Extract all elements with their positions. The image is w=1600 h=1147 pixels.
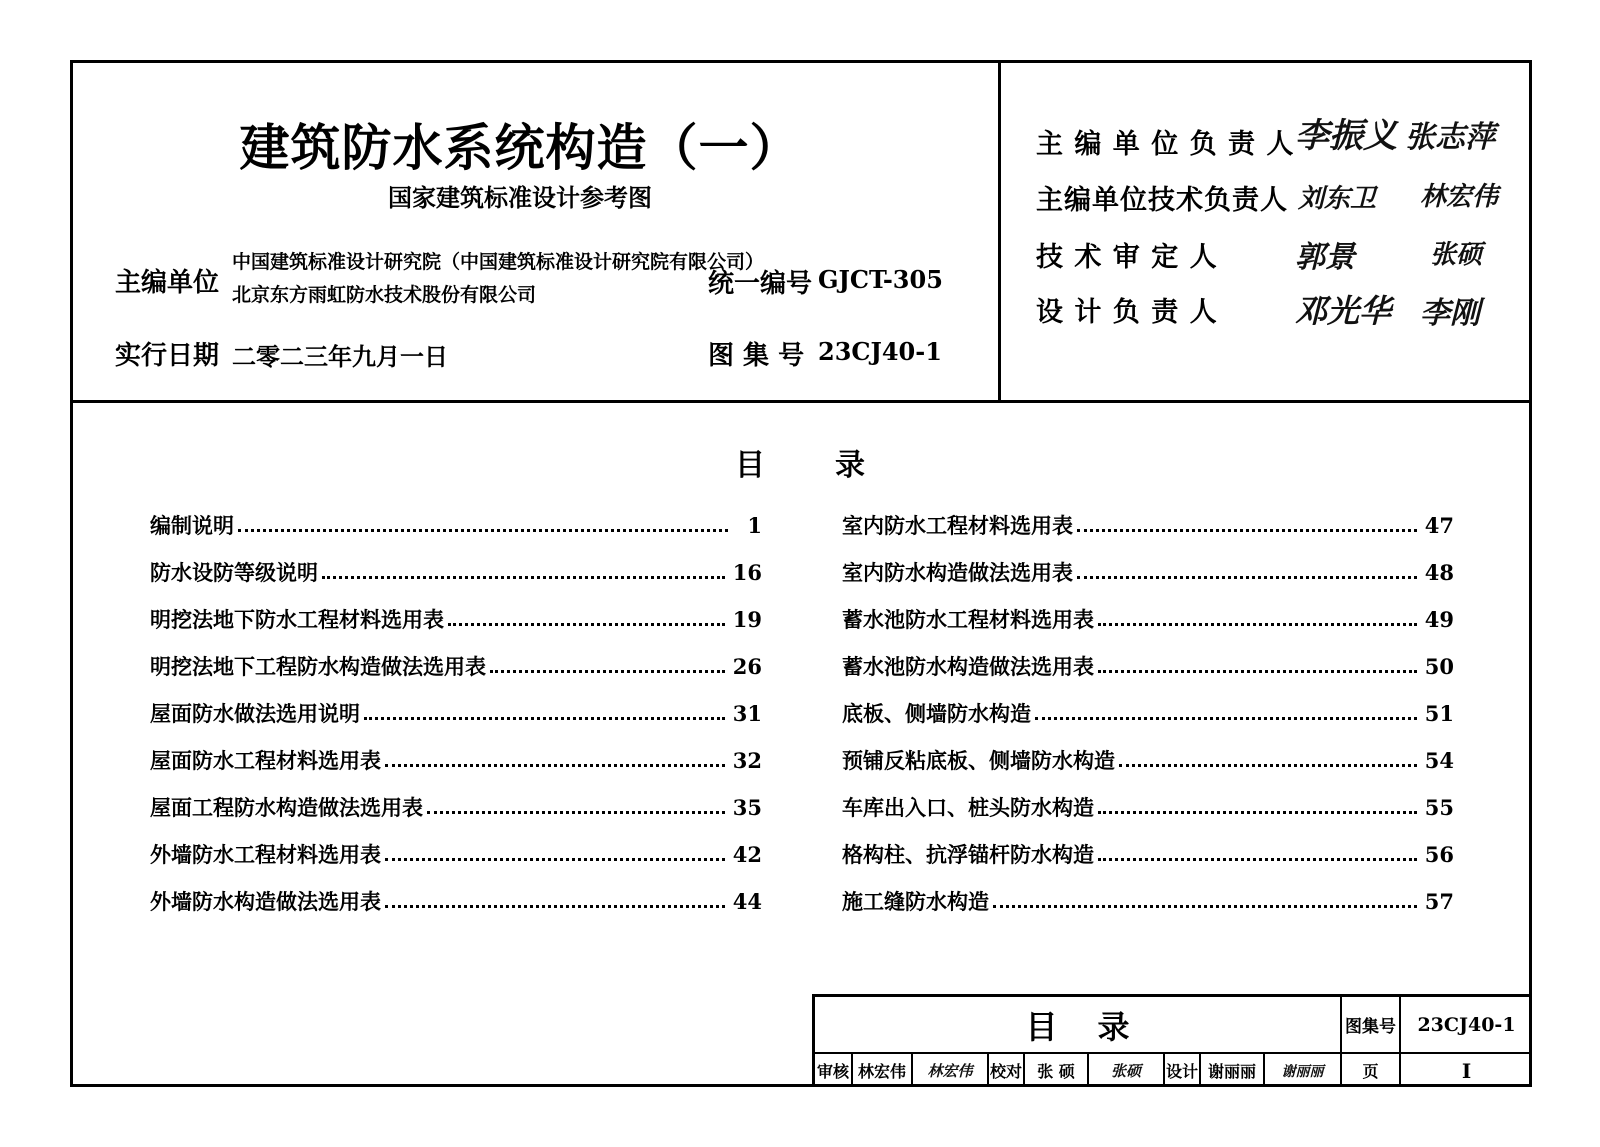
toc-left-column bbox=[150, 510, 762, 916]
toc-entry[interactable] bbox=[842, 651, 1454, 681]
editor-2: 北京东方雨虹防水技术股份有限公司 bbox=[232, 284, 537, 306]
signature: 林宏伟 bbox=[1420, 182, 1499, 212]
resp-label-chief-editor: 主 编 单 位 负 责 人 bbox=[1036, 129, 1295, 160]
toc-leader bbox=[1098, 623, 1417, 626]
toc-leader bbox=[322, 576, 725, 579]
toc-leader bbox=[385, 858, 725, 861]
signature: 张硕 bbox=[1430, 240, 1483, 270]
toc-leader bbox=[364, 717, 725, 720]
toc-entry[interactable] bbox=[150, 510, 762, 540]
toc-entry-title: 车库出入口、桩头防水构造 bbox=[842, 795, 1094, 820]
page-label: 页 bbox=[1362, 1062, 1379, 1081]
toc-entry-title: 施工缝防水构造 bbox=[842, 889, 989, 914]
header-divider-horizontal bbox=[70, 400, 1532, 403]
checker-name: 张 硕 bbox=[1037, 1062, 1075, 1081]
toc-entry-page: 49 bbox=[1424, 606, 1454, 632]
toc-leader bbox=[448, 623, 725, 626]
toc-leader bbox=[427, 811, 725, 814]
toc-entry[interactable] bbox=[842, 886, 1454, 916]
toc-entry-title: 外墙防水工程材料选用表 bbox=[150, 842, 381, 867]
toc-entry-page: 55 bbox=[1424, 794, 1454, 820]
sheet-title: 目录 bbox=[1025, 1007, 1170, 1046]
toc-entry-page: 44 bbox=[732, 888, 762, 914]
toc-leader bbox=[490, 670, 725, 673]
toc-entry-page: 32 bbox=[732, 747, 762, 773]
toc-entry-title: 底板、侧墙防水构造 bbox=[842, 701, 1031, 726]
toc-entry-title: 室内防水构造做法选用表 bbox=[842, 560, 1073, 585]
atlas-title: 建筑防水系统构造（一） bbox=[239, 119, 801, 177]
toc-entry-title: 蓄水池防水工程材料选用表 bbox=[842, 607, 1094, 632]
toc-entry-page: 51 bbox=[1424, 700, 1454, 726]
toc-entry[interactable] bbox=[842, 839, 1454, 869]
toc-leader bbox=[1098, 858, 1417, 861]
toc-entry-title: 格构柱、抗浮锚杆防水构造 bbox=[842, 842, 1094, 867]
signature: 郭景 bbox=[1295, 240, 1355, 275]
signature: 张志萍 bbox=[1405, 120, 1495, 155]
signature: 刘东卫 bbox=[1298, 184, 1377, 214]
toc-entry-title: 防水设防等级说明 bbox=[150, 560, 318, 585]
toc-entry-page: 54 bbox=[1424, 747, 1454, 773]
resp-label-tech-lead: 主编单位技术负责人 bbox=[1036, 185, 1288, 216]
toc-entry[interactable] bbox=[842, 698, 1454, 728]
code-label: 统一编号 bbox=[708, 269, 813, 299]
toc-leader bbox=[385, 764, 725, 767]
toc-leader bbox=[1098, 811, 1417, 814]
toc-entry-title: 屋面防水工程材料选用表 bbox=[150, 748, 381, 773]
toc-entry-title: 屋面工程防水构造做法选用表 bbox=[150, 795, 423, 820]
title-block-atlas-value: 23CJ40-1 bbox=[1417, 1013, 1516, 1036]
reviewer-signature: 林宏伟 bbox=[927, 1062, 973, 1080]
toc-entry[interactable] bbox=[150, 886, 762, 916]
toc-leader bbox=[1098, 670, 1417, 673]
design-label: 设计 bbox=[1165, 1062, 1198, 1081]
toc-entry-page: 19 bbox=[732, 606, 762, 632]
title-block bbox=[812, 994, 1532, 1087]
toc-entry-title: 室内防水工程材料选用表 bbox=[842, 513, 1073, 538]
toc-entry-title: 蓄水池防水构造做法选用表 bbox=[842, 654, 1094, 679]
toc-entry-page: 16 bbox=[732, 559, 762, 585]
toc-entry-page: 47 bbox=[1424, 512, 1454, 538]
page-value: I bbox=[1461, 1058, 1472, 1083]
toc-entry[interactable] bbox=[150, 698, 762, 728]
toc-entry[interactable] bbox=[150, 604, 762, 634]
editor-label: 主编单位 bbox=[115, 268, 220, 298]
toc-entry-title: 明挖法地下防水工程材料选用表 bbox=[150, 607, 444, 632]
resp-label-tech-review: 技 术 审 定 人 bbox=[1036, 242, 1218, 273]
toc-leader bbox=[238, 529, 728, 532]
toc-entry[interactable] bbox=[842, 745, 1454, 775]
toc-leader bbox=[1035, 717, 1417, 720]
title-block-atlas-label: 图集号 bbox=[1345, 1017, 1396, 1037]
toc-entry-title: 屋面防水做法选用说明 bbox=[150, 701, 360, 726]
atlas-number-label: 图 集 号 bbox=[708, 341, 805, 371]
date-value: 二零二三年九月一日 bbox=[232, 342, 448, 371]
toc-entry[interactable] bbox=[150, 792, 762, 822]
atlas-subtitle: 国家建筑标准设计参考图 bbox=[388, 183, 652, 212]
toc-entry[interactable] bbox=[842, 792, 1454, 822]
toc-entry-page: 56 bbox=[1424, 841, 1454, 867]
header-divider-vertical bbox=[998, 60, 1001, 402]
toc-entry[interactable] bbox=[842, 557, 1454, 587]
toc-entry-page: 42 bbox=[732, 841, 762, 867]
toc-leader bbox=[993, 905, 1417, 908]
toc-entry-page: 31 bbox=[732, 700, 762, 726]
toc-entry[interactable] bbox=[150, 745, 762, 775]
toc-entry-page: 26 bbox=[732, 653, 762, 679]
toc-leader bbox=[1077, 529, 1417, 532]
toc-entry-page: 50 bbox=[1424, 653, 1454, 679]
toc-entry-title: 明挖法地下工程防水构造做法选用表 bbox=[150, 654, 486, 679]
toc-entry[interactable] bbox=[150, 839, 762, 869]
signature: 李刚 bbox=[1420, 296, 1480, 331]
toc-entry-title: 外墙防水构造做法选用表 bbox=[150, 889, 381, 914]
toc-right-column bbox=[842, 510, 1454, 916]
checker-signature: 张硕 bbox=[1110, 1062, 1141, 1080]
toc-entry[interactable] bbox=[150, 557, 762, 587]
toc-leader bbox=[385, 905, 725, 908]
toc-entry-page: 1 bbox=[747, 512, 762, 538]
toc-entry-page: 57 bbox=[1424, 888, 1454, 914]
code-value: GJCT-305 bbox=[818, 265, 943, 294]
toc-entry[interactable] bbox=[842, 604, 1454, 634]
review-label: 审核 bbox=[816, 1062, 849, 1081]
reviewer-name: 林宏伟 bbox=[857, 1062, 906, 1081]
toc-entry-title: 预铺反粘底板、侧墙防水构造 bbox=[842, 748, 1115, 773]
resp-label-design-lead: 设 计 负 责 人 bbox=[1036, 297, 1218, 328]
atlas-number-value: 23CJ40-1 bbox=[818, 337, 942, 366]
toc-entry[interactable] bbox=[150, 651, 762, 681]
designer-name: 谢丽丽 bbox=[1207, 1062, 1256, 1081]
signature: 李振义 bbox=[1295, 116, 1397, 156]
toc-title: 目录 bbox=[735, 448, 935, 483]
toc-leader bbox=[1119, 764, 1417, 767]
editor-1: 中国建筑标准设计研究院（中国建筑标准设计研究院有限公司） bbox=[232, 251, 765, 273]
toc-entry-title: 编制说明 bbox=[150, 513, 234, 538]
check-label: 校对 bbox=[989, 1062, 1022, 1081]
toc-leader bbox=[1077, 576, 1417, 579]
signature: 邓光华 bbox=[1295, 292, 1392, 330]
toc-entry-page: 35 bbox=[732, 794, 762, 820]
date-label: 实行日期 bbox=[115, 341, 220, 371]
toc-entry[interactable] bbox=[842, 510, 1454, 540]
designer-signature: 谢丽丽 bbox=[1281, 1063, 1324, 1080]
toc-entry-page: 48 bbox=[1424, 559, 1454, 585]
